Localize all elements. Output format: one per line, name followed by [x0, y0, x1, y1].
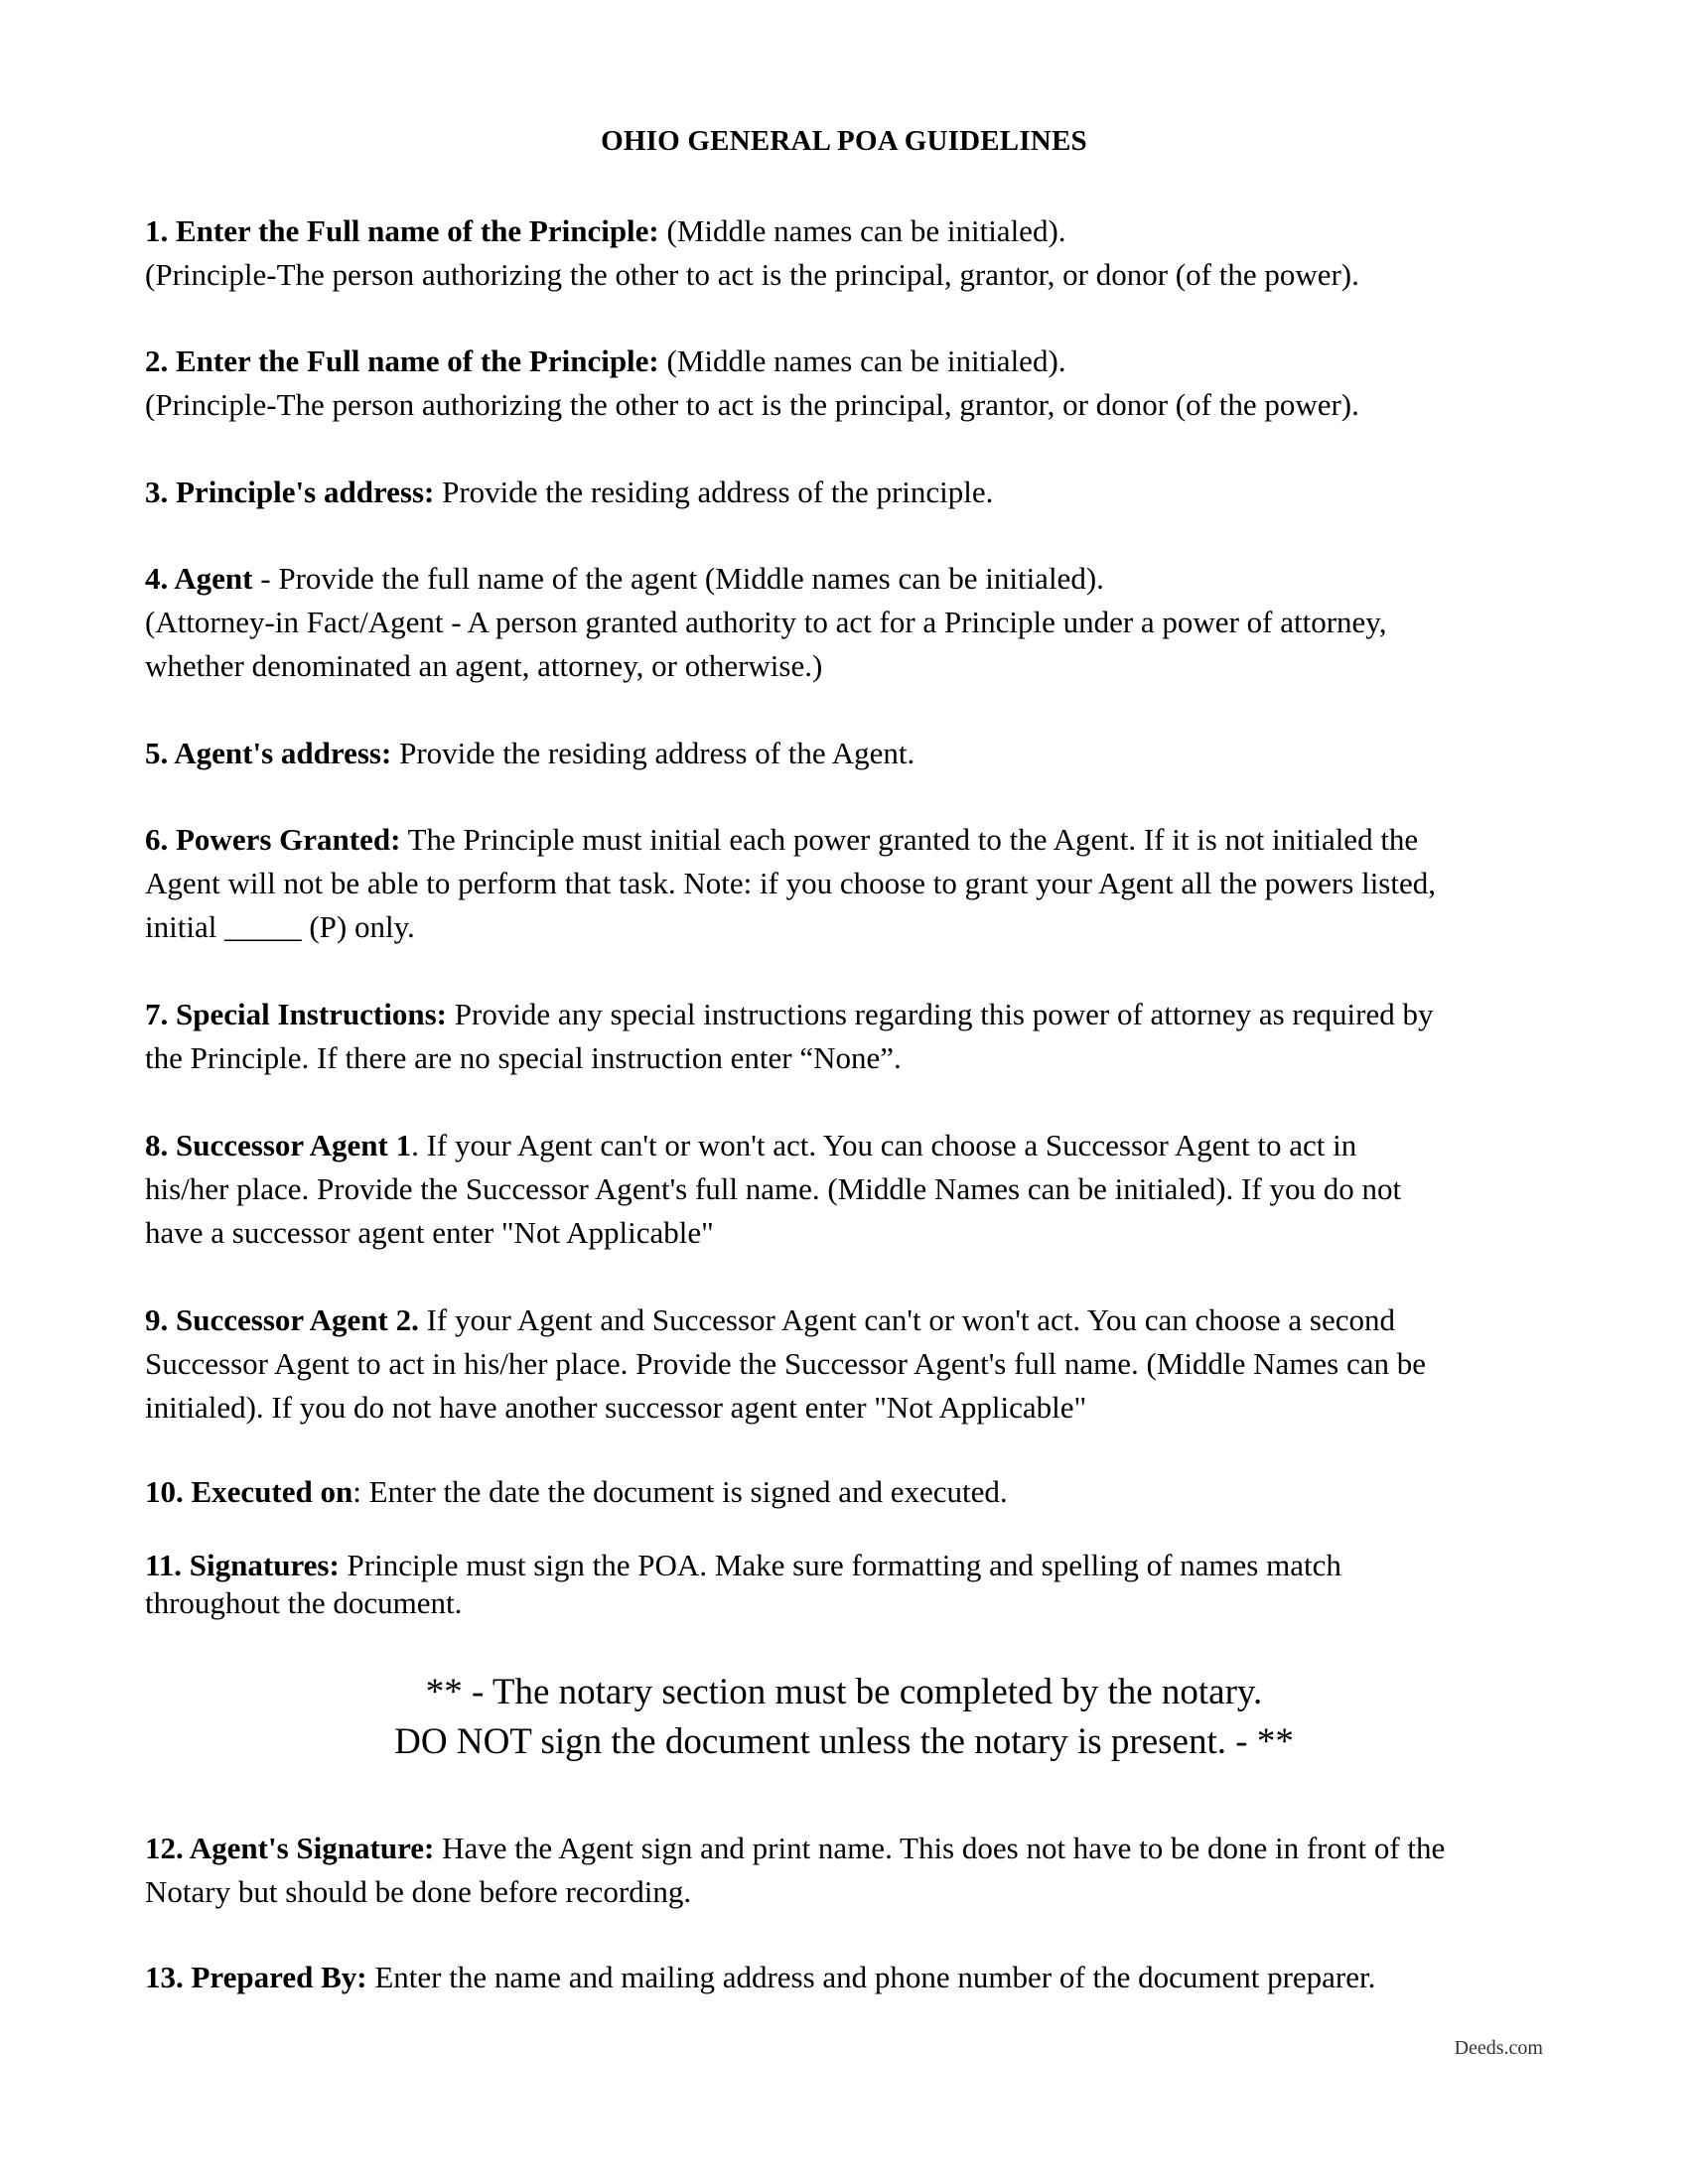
- notice-line: DO NOT sign the document unless the notary is present. - **: [394, 1721, 1294, 1762]
- item-text: initialed). If you do not have another successor agent enter "Not Applicable": [145, 1390, 1087, 1425]
- item-text: (Principle-The person authorizing the other to act is the principal, grantor, or donor (of the power).: [145, 257, 1359, 292]
- item-text: (Middle names can be initialed).: [658, 343, 1066, 378]
- item-text: : Enter the date the document is signed and executed.: [352, 1474, 1008, 1509]
- guideline-item-3: [145, 471, 1555, 514]
- item-label: 6. Powers Granted:: [145, 822, 401, 857]
- item-text: Successor Agent to act in his/her place. Provide the Successor Agent's full name. (Middle Names can be: [145, 1346, 1427, 1381]
- guideline-item-11: [145, 1547, 1555, 1622]
- guideline-item-8: [145, 1124, 1555, 1255]
- item-label: 3. Principle's address:: [145, 475, 435, 509]
- item-text: have a successor agent enter "Not Applicable": [145, 1215, 714, 1250]
- guideline-item-6: [145, 818, 1555, 949]
- item-text: throughout the document.: [145, 1585, 463, 1620]
- item-text: Provide any special instructions regarding this power of attorney as required by: [447, 997, 1434, 1031]
- guideline-item-9: [145, 1298, 1555, 1430]
- item-label: 8. Successor Agent 1: [145, 1128, 412, 1162]
- item-label: 11. Signatures:: [145, 1548, 340, 1582]
- guideline-item-7: [145, 993, 1555, 1080]
- item-text: (Principle-The person authorizing the other to act is the principal, grantor, or donor (of the power).: [145, 387, 1359, 422]
- item-label: 4. Agent: [145, 561, 253, 596]
- item-text: The Principle must initial each power granted to the Agent. If it is not initialed the: [400, 822, 1419, 857]
- item-text: Notary but should be done before recording.: [145, 1874, 692, 1909]
- item-text: initial _____ (P) only.: [145, 909, 415, 944]
- item-label: 5. Agent's address:: [145, 736, 392, 770]
- item-text: . If your Agent can't or won't act. You can choose a Successor Agent to act in: [411, 1128, 1357, 1162]
- item-label: 1. Enter the Full name of the Principle:: [145, 213, 659, 248]
- item-text: (Middle names can be initialed).: [658, 213, 1066, 248]
- guideline-item-12: [145, 1827, 1555, 1914]
- item-text: whether denominated an agent, attorney, or otherwise.): [145, 648, 823, 683]
- item-text: - Provide the full name of the agent (Middle names can be initialed).: [252, 561, 1104, 596]
- item-text: If your Agent and Successor Agent can't or won't act. You can choose a second: [418, 1302, 1395, 1337]
- guideline-item-4: [145, 557, 1555, 688]
- guideline-item-10: [145, 1470, 1555, 1514]
- item-text: Principle must sign the POA. Make sure formatting and spelling of names match: [339, 1548, 1341, 1582]
- item-text: Provide the residing address of the principle.: [434, 475, 994, 509]
- item-text: Have the Agent sign and print name. This does not have to be done in front of the: [434, 1831, 1446, 1865]
- item-text: his/her place. Provide the Successor Agent's full name. (Middle Names can be initialed). If you do not: [145, 1171, 1402, 1206]
- item-text: Agent will not be able to perform that task. Note: if you choose to grant your Agent all the powers listed,: [145, 866, 1436, 900]
- item-label: 10. Executed on: [145, 1474, 353, 1509]
- item-label: 2. Enter the Full name of the Principle:: [145, 343, 659, 378]
- item-label: 7. Special Instructions:: [145, 997, 447, 1031]
- guideline-item-2: [145, 340, 1555, 427]
- guideline-item-13: [145, 1956, 1555, 1999]
- item-label: 13. Prepared By:: [145, 1960, 367, 1994]
- guideline-item-1: [145, 209, 1555, 297]
- item-text: Provide the residing address of the Agent.: [391, 736, 915, 770]
- item-label: 12. Agent's Signature:: [145, 1831, 435, 1865]
- guideline-item-5: [145, 732, 1555, 775]
- item-text: (Attorney-in Fact/Agent - A person granted authority to act for a Principle under a power of attorney,: [145, 605, 1387, 639]
- footer-brand: Deeds.com: [1454, 2037, 1543, 2059]
- item-text: Enter the name and mailing address and phone number of the document preparer.: [366, 1960, 1376, 1994]
- notary-notice: [0, 1668, 1688, 1767]
- page-title: OHIO GENERAL POA GUIDELINES: [601, 125, 1087, 157]
- notice-line: ** - The notary section must be completed by the notary.: [425, 1672, 1263, 1712]
- item-label: 9. Successor Agent 2.: [145, 1302, 419, 1337]
- item-text: the Principle. If there are no special instruction enter “None”.: [145, 1040, 902, 1075]
